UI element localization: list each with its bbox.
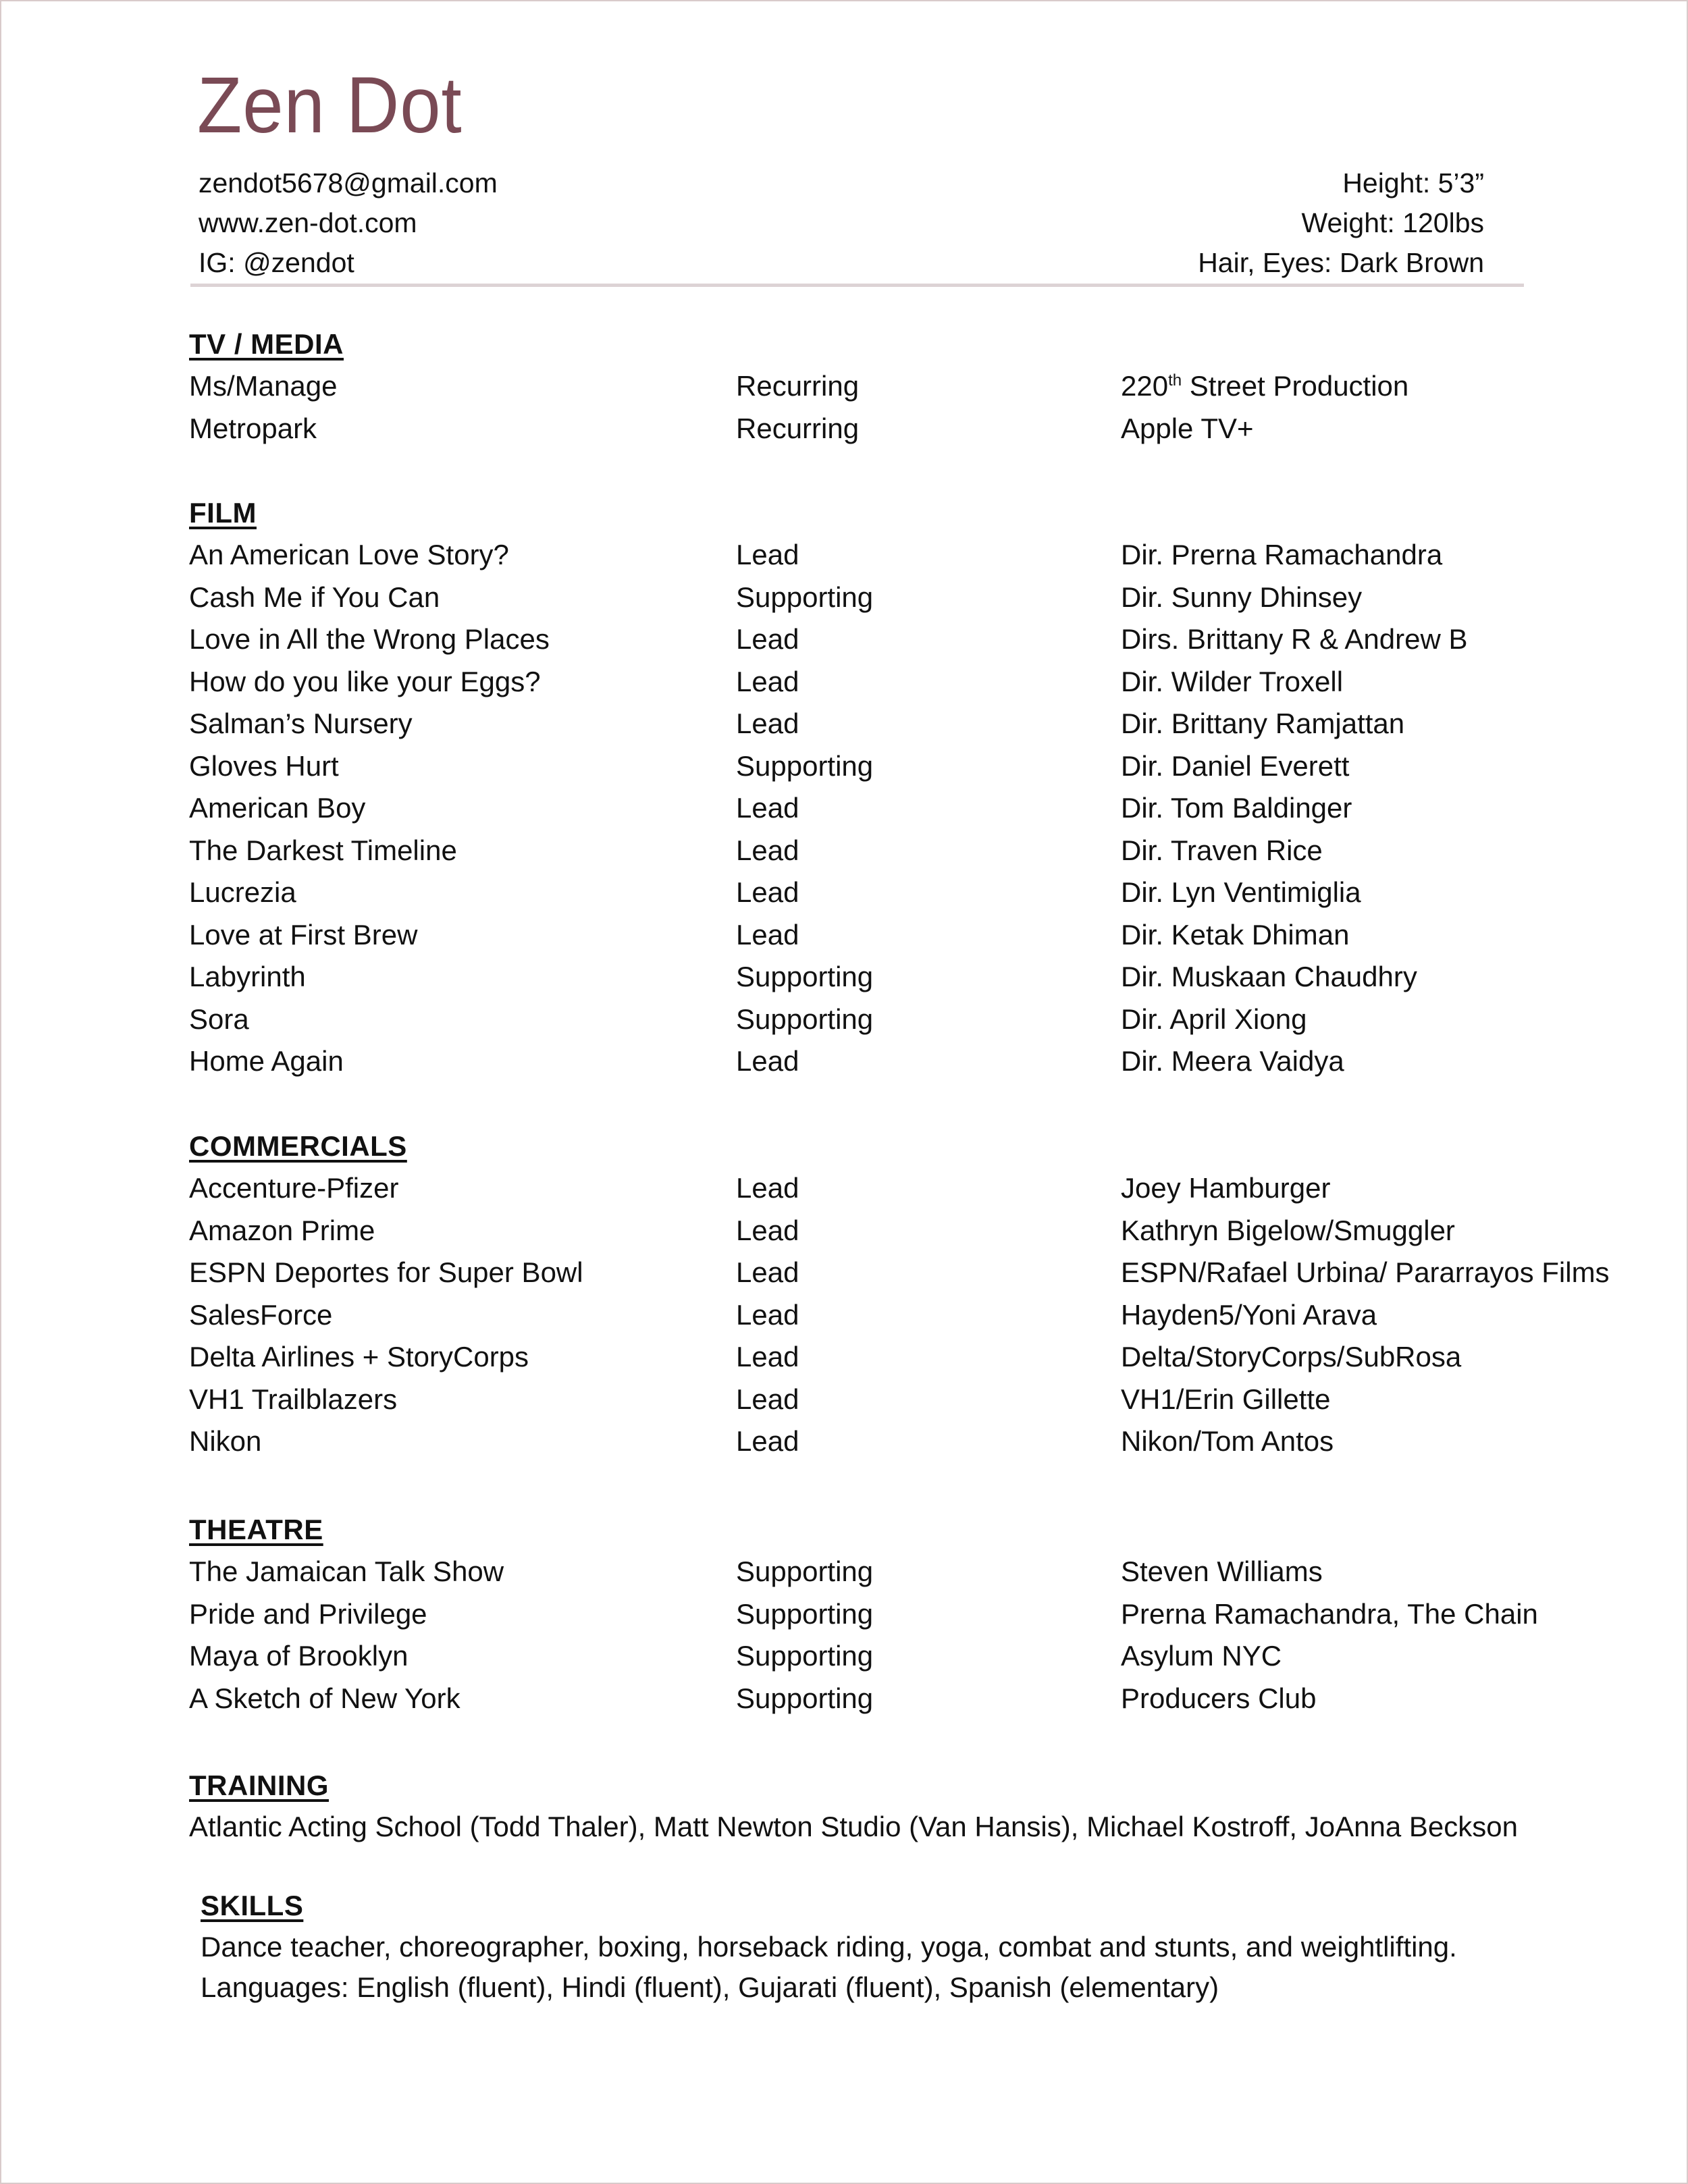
credit-director: ESPN/Rafael Urbina/ Pararrayos Films (1121, 1256, 1610, 1288)
credit-row (189, 534, 1607, 577)
credit-role: Supporting (736, 1555, 874, 1587)
credit-venue: Steven Williams (1121, 1555, 1323, 1587)
section-title-film: FILM (189, 497, 257, 529)
credit-role: Lead (736, 876, 799, 908)
skills-text: Dance teacher, choreographer, boxing, horseback riding, yoga, combat and stunts, and weightlifting. (201, 1931, 1457, 1963)
credit-director: VH1/Erin Gillette (1121, 1383, 1331, 1415)
credit-title: American Boy (189, 792, 366, 824)
credit-title: Metropark (189, 412, 317, 444)
instagram-handle: IG: @zendot (199, 247, 354, 278)
credit-role: Recurring (736, 370, 860, 402)
credit-row (189, 830, 1607, 872)
credit-title: Amazon Prime (189, 1214, 375, 1246)
credit-title: A Sketch of New York (189, 1682, 460, 1714)
section-commercials (189, 1125, 1610, 1463)
credit-row (189, 1379, 1607, 1421)
credit-title: Nikon (189, 1425, 262, 1457)
credit-role: Lead (736, 918, 799, 951)
credit-title: The Darkest Timeline (189, 834, 457, 866)
credit-director: Nikon/Tom Antos (1121, 1425, 1334, 1457)
credit-role: Supporting (736, 1003, 874, 1035)
credit-title: Ms/Manage (189, 370, 338, 402)
credit-row (189, 787, 1607, 830)
credit-production: Apple TV+ (1121, 412, 1254, 444)
section-title-theatre: THEATRE (189, 1514, 323, 1545)
credit-title: How do you like your Eggs? (189, 665, 541, 697)
credit-role: Lead (736, 1045, 799, 1077)
credit-row (189, 1040, 1607, 1083)
credit-row (189, 365, 1607, 408)
website[interactable]: www.zen-dot.com (199, 207, 417, 238)
credit-title: VH1 Trailblazers (189, 1383, 398, 1415)
credit-title: Salman’s Nursery (189, 708, 413, 739)
credit-role: Lead (736, 1383, 799, 1415)
section-title-tv-media: TV / MEDIA (189, 328, 344, 360)
section-skills (201, 1885, 1618, 2008)
credit-row (189, 745, 1607, 788)
credit-role: Lead (736, 665, 799, 697)
credit-role: Lead (736, 1298, 799, 1331)
credit-role: Lead (736, 623, 799, 655)
credit-director: Dir. Muskaan Chaudhry (1121, 961, 1417, 992)
credit-title: Home Again (189, 1045, 344, 1077)
credit-role: Lead (736, 792, 799, 824)
credit-row (189, 661, 1607, 703)
weight: Weight: 120lbs (1301, 207, 1484, 238)
credit-row (189, 1635, 1607, 1678)
header-divider (190, 284, 1524, 287)
credit-row (189, 998, 1607, 1041)
credit-title: An American Love Story? (189, 539, 509, 570)
credit-row (189, 618, 1607, 661)
credit-row (189, 1420, 1607, 1463)
section-title-skills: SKILLS (201, 1890, 304, 1921)
height: Height: 5’3” (1342, 167, 1484, 198)
credit-venue: Producers Club (1121, 1682, 1317, 1714)
credit-production-number: 220 (1121, 370, 1169, 402)
credit-role: Recurring (736, 412, 860, 444)
credit-role: Supporting (736, 1682, 874, 1714)
section-film (189, 492, 1607, 1083)
credit-director: Dir. April Xiong (1121, 1003, 1307, 1035)
credit-row (189, 1593, 1607, 1636)
credit-row (189, 1678, 1607, 1720)
section-training (189, 1765, 1607, 1847)
credit-venue: Prerna Ramachandra, The Chain (1121, 1597, 1538, 1630)
credit-row (189, 872, 1607, 914)
credit-row (189, 577, 1607, 619)
credit-title: Love at First Brew (189, 918, 418, 951)
credit-row (189, 703, 1607, 745)
training-text: Atlantic Acting School (Todd Thaler), Matt Newton Studio (Van Hansis), Michael Kostroff, JoAnna Beckson (189, 1811, 1518, 1842)
contact-info (199, 163, 498, 283)
credit-director: Dir. Traven Rice (1121, 834, 1323, 866)
credit-director: Dir. Sunny Dhinsey (1121, 581, 1363, 613)
credit-role: Supporting (736, 1597, 874, 1630)
credit-title: Labyrinth (189, 961, 306, 992)
email[interactable]: zendot5678@gmail.com (199, 167, 498, 198)
credit-title: Accenture-Pfizer (189, 1172, 399, 1204)
credit-director: Dir. Tom Baldinger (1121, 792, 1352, 824)
credit-role: Lead (736, 1425, 799, 1457)
credit-role: Lead (736, 1214, 799, 1246)
credit-director: Dir. Daniel Everett (1121, 749, 1350, 782)
credit-director: Kathryn Bigelow/Smuggler (1121, 1214, 1455, 1246)
credit-production (1121, 365, 1408, 408)
credit-director: Dirs. Brittany R & Andrew B (1121, 623, 1468, 655)
credit-role: Lead (736, 539, 799, 570)
credit-title: Cash Me if You Can (189, 581, 440, 613)
credit-role: Lead (736, 1256, 799, 1288)
credit-director: Joey Hamburger (1121, 1172, 1331, 1204)
credit-role: Lead (736, 1172, 799, 1204)
physical-stats (1198, 163, 1484, 283)
section-title-commercials: COMMERCIALS (189, 1130, 407, 1162)
section-tv-media (189, 323, 1607, 450)
credit-row (189, 1551, 1607, 1593)
credit-production-rest: Street Production (1182, 370, 1409, 402)
credit-row (189, 1294, 1607, 1337)
credit-row (189, 1336, 1607, 1379)
credit-row (189, 1167, 1607, 1210)
credit-role: Supporting (736, 1640, 874, 1672)
credit-director: Delta/StoryCorps/SubRosa (1121, 1341, 1462, 1373)
credit-row (189, 956, 1607, 998)
credit-director: Dir. Lyn Ventimiglia (1121, 876, 1361, 908)
credit-title: Gloves Hurt (189, 749, 339, 782)
credit-director: Dir. Wilder Troxell (1121, 665, 1344, 697)
credit-row (189, 914, 1607, 957)
credit-director: Hayden5/Yoni Arava (1121, 1298, 1377, 1331)
credit-title: Lucrezia (189, 876, 296, 908)
actor-name: Zen Dot (197, 61, 463, 150)
credit-title: ESPN Deportes for Super Bowl (189, 1256, 583, 1288)
languages-text: Languages: English (fluent), Hindi (fluent), Gujarati (fluent), Spanish (elementary) (201, 1971, 1219, 2003)
credit-role: Supporting (736, 961, 874, 992)
credit-role: Lead (736, 1341, 799, 1373)
credit-role: Supporting (736, 581, 874, 613)
credit-director: Dir. Ketak Dhiman (1121, 918, 1350, 951)
credit-row (189, 408, 1607, 450)
credit-title: The Jamaican Talk Show (189, 1555, 504, 1587)
credit-title: Love in All the Wrong Places (189, 623, 550, 655)
credit-row (189, 1252, 1610, 1294)
credit-title: SalesForce (189, 1298, 333, 1331)
section-theatre (189, 1509, 1607, 1720)
credit-title: Pride and Privilege (189, 1597, 427, 1630)
hair-eyes: Hair, Eyes: Dark Brown (1198, 247, 1484, 278)
section-title-training: TRAINING (189, 1769, 329, 1801)
credit-title: Maya of Brooklyn (189, 1640, 408, 1672)
credit-title: Sora (189, 1003, 249, 1035)
credit-venue: Asylum NYC (1121, 1640, 1282, 1672)
credit-production-suffix: th (1168, 371, 1182, 390)
credit-director: Dir. Meera Vaidya (1121, 1045, 1344, 1077)
credit-role: Lead (736, 708, 799, 739)
credit-role: Supporting (736, 749, 874, 782)
credit-role: Lead (736, 834, 799, 866)
credit-row (189, 1210, 1607, 1252)
credit-director: Dir. Prerna Ramachandra (1121, 539, 1443, 570)
credit-director: Dir. Brittany Ramjattan (1121, 708, 1405, 739)
credit-title: Delta Airlines + StoryCorps (189, 1341, 529, 1373)
